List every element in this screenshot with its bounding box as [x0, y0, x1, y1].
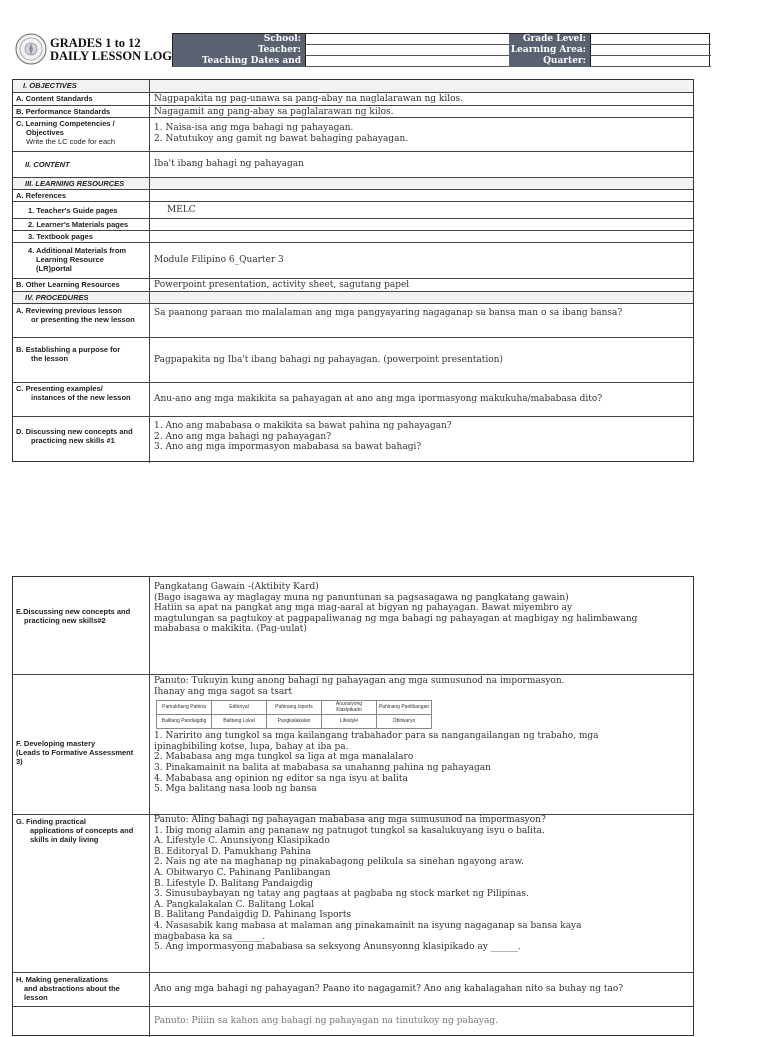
procedure-f-item: 2. Mababasa ang mga tungkol sa liga at mga manalalaro [154, 752, 414, 763]
procedure-g-item: 5. Ang impormasyong mababasa sa seksyong Anunsyonng klasipikado ay ______. [154, 942, 521, 953]
procedure-f-item: 1. Naririto ang tungkol sa mga kailangang trabahador para sa nangangailangan ng trabaho, mga [154, 731, 599, 742]
procedure-h-label-line3: lesson [24, 993, 48, 1002]
lesson-table-page1 [12, 79, 694, 462]
area-label: Learning Area: [509, 45, 590, 56]
procedure-d-label-line2: practicing new skills #1 [31, 436, 115, 445]
chart-cell: Pamukhang Pahina [157, 701, 212, 715]
chart-cell: Pahinang Panlibangan [377, 701, 432, 715]
objectives-row [13, 80, 693, 92]
competency-2: 2. Natutukoy ang gamit ng bawat bahaging pahayagan. [154, 133, 409, 144]
procedure-b-label [13, 338, 150, 382]
grade-label: Grade Level: [509, 34, 590, 45]
competencies-row [13, 117, 693, 151]
procedure-a-label-line2: or presenting the new lesson [31, 315, 135, 324]
procedure-f-item: 5. Mga balitang nasa loob ng bansa [154, 784, 317, 795]
teacher-label: Teacher: [173, 45, 305, 56]
procedure-g-item: A. Pangkalakalan C. Balitang Lokal [154, 899, 315, 910]
procedure-e-row [13, 577, 693, 674]
procedure-f-label-line2: (Leads to Formative Assessment [16, 748, 134, 757]
procedure-g-item: A. Obitwaryo C. Pahinang Panlibangan [154, 867, 331, 878]
deped-seal-icon [15, 33, 47, 65]
quarter-field[interactable] [590, 56, 711, 67]
lm-row [13, 218, 693, 230]
additional-materials-row [13, 242, 693, 278]
procedure-f-item: 4. Mababasa ang opinion ng editor sa nga isyu at balita [154, 773, 408, 784]
procedure-f-item: ipinagbibiling kotse, lupa, bahay at iba pa. [154, 741, 349, 752]
procedure-f-value [151, 675, 693, 814]
textbook-label: 3. Textbook pages [13, 231, 150, 242]
procedure-h-label-line2: and abstractions about the [24, 984, 120, 993]
procedures-row [13, 291, 693, 303]
header-info-grid [172, 33, 710, 77]
procedures-heading: IV. PROCEDURES [13, 292, 150, 303]
title-line1: GRADES 1 to 12 [50, 36, 141, 50]
additional-materials-label [13, 243, 150, 278]
lm-label: 2. Learner's Materials pages [13, 219, 150, 230]
procedure-h-label-line1: H. Making generalizations [16, 975, 109, 984]
textbook-row [13, 230, 693, 242]
procedure-e-line: Hatiin sa apat na pangkat ang mga mag-aaral at bigyan ng pahayagan. Bawat miyembro ay [154, 603, 573, 614]
content-row [13, 151, 693, 177]
procedure-g-item: B. Lifestyle D. Balitang Pandaigdig [154, 878, 313, 889]
tg-label: 1. Teacher's Guide pages [13, 202, 150, 218]
dll-title [50, 37, 172, 63]
content-value: Iba't ibang bahagi ng pahayagan [154, 159, 304, 170]
procedure-c-label-line1: C. Presenting examples/ [16, 384, 103, 393]
procedure-g-label-line3: skills in daily living [30, 835, 99, 844]
school-label: School: [173, 34, 305, 45]
procedure-f-instruction-2: Ihanay ang mga sagot sa tsart [154, 686, 293, 697]
performance-standards-value: Nagagamit ang pang-abay sa paglalarawan ng kilos. [154, 107, 394, 117]
procedure-g-label [13, 815, 150, 972]
procedure-f-label-line3: 3) [16, 757, 23, 766]
procedure-g-value [151, 815, 693, 972]
procedure-g-item: A. Lifestyle C. Anunsiyong Klasipikado [154, 836, 330, 847]
procedure-g-row [13, 814, 693, 972]
dates-label: Teaching Dates and Time: [173, 56, 305, 67]
procedure-f-label [13, 675, 150, 814]
chart-cell: Obitwaryo [377, 715, 432, 729]
procedure-g-item: 1. Ibig mong alamin ang pananaw ng patnugot tungkol sa kasalukuyang isyu o balita. [154, 825, 545, 836]
procedure-i-value: Panuto: Piliin sa kahon ang bahagi ng pahayagan na tinutukoy ng pahayag. [154, 1016, 498, 1026]
teacher-field[interactable] [305, 45, 509, 56]
resources-heading: III. LEARNING RESOURCES [13, 178, 150, 189]
chart-cell: Pahinang Isports [267, 701, 322, 715]
procedure-a-label [13, 304, 150, 337]
performance-standards-row [13, 105, 693, 117]
procedure-e-label-line1: E.Discussing new concepts and [16, 607, 131, 616]
procedure-a-value: Sa paanong paraan mo malalaman ang mga pangyayaring nagaganap sa bansa man o sa ibang bansa? [154, 308, 623, 318]
procedure-f-item: 3. Pinakamainit na balita at mababasa sa unahanng pahina ng pahayagan [154, 762, 491, 773]
other-resources-row [13, 278, 693, 291]
procedure-e-line: (Bago isagawa ay maglagay muna ng panuntunan sa pagsasagawa ng pangkatang gawain) [154, 592, 569, 603]
other-resources-label: B. Other Learning Resources [13, 279, 150, 291]
procedure-f-instruction: Panuto: Tukuyin kung anong bahagi ng pahayagan ang mga sumusunod na impormasyon. [154, 676, 565, 686]
procedure-e-line: mababasa o makikita. (Pag-uulat) [154, 624, 307, 635]
procedure-g-item: B. Balitang Pandaigdig D. Pahinang Isports [154, 910, 352, 921]
additional-label-line2: Learning Resource [36, 255, 104, 264]
chart-cell: Balitang Pandaigdig [157, 715, 212, 729]
references-row [13, 189, 693, 201]
title-line2: DAILY LESSON LOG [50, 49, 173, 63]
performance-standards-label: B. Performance Standards [13, 106, 150, 117]
procedure-h-row [13, 972, 693, 1006]
content-standards-label: A. Content Standards [13, 93, 150, 105]
references-label: A. References [13, 190, 150, 201]
procedure-g-item: magbabasa ka sa ______. [154, 931, 266, 942]
chart-cell: Anunsiyong Klasipikado [322, 701, 377, 715]
procedure-d-item-3: 3. Ano ang mga impormasyon mababasa sa bawat bahagi? [154, 442, 422, 453]
tg-value: MELC [167, 204, 196, 215]
competency-1: 1. Naisa-isa ang mga bahagi ng pahayagan. [154, 123, 354, 133]
procedure-c-label-line2: instances of the new lesson [31, 393, 131, 402]
quarter-label: Quarter: [509, 56, 590, 67]
additional-label-line3: (LR)portal [36, 264, 72, 273]
procedure-g-item: 4. Nasasabik kang mabasa at malaman ang pinakamainit na isyung nagaganap sa bansa kaya [154, 920, 582, 931]
other-resources-value: Powerpoint presentation, activity sheet, sagutang papel [154, 280, 410, 290]
content-standards-value: Nagpapakita ng pag-unawa sa pang-abay na naglalarawan ng kilos. [154, 94, 464, 104]
procedure-b-value: Pagpapakita ng Iba't ibang bahagi ng pahayagan. (powerpoint presentation) [154, 354, 503, 365]
content-label: II. CONTENT [13, 152, 150, 177]
procedure-f-label-line1: F. Developing mastery [16, 739, 96, 748]
procedure-e-value [151, 577, 693, 674]
competencies-label-line3: Write the LC code for each [26, 137, 116, 146]
procedure-d-item-1: 1. Ano ang mababasa o makikita sa bawat pahina ng pahayagan? [154, 421, 452, 431]
objectives-heading: I. OBJECTIVES [13, 80, 150, 92]
competencies-label [13, 118, 150, 151]
procedure-b-label-line2: the lesson [31, 354, 69, 363]
procedure-c-value: Anu-ano ang mga makikita sa pahayagan at ano ang mga ipormasyong makukuha/mababasa dito? [154, 394, 603, 405]
procedure-e-line: magtulungan sa pagtukoy at pagpapaliwanag ng mga bahagi ng pahayagan at magbigay ng halimbawang [154, 613, 638, 624]
procedure-g-label-line2: applications of concepts and [30, 826, 134, 835]
grade-field[interactable] [590, 34, 711, 45]
procedure-h-value: Ano ang mga bahagi ng pahayagan? Paano ito nagagamit? Ano ang kahalagahan nito sa buhay ng tao? [154, 984, 624, 995]
procedure-e-label [13, 577, 150, 674]
tg-row [13, 201, 693, 218]
procedure-c-row [13, 382, 693, 416]
procedure-a-label-line1: A. Reviewing previous lesson [16, 306, 122, 315]
procedure-e-line: Pangkatang Gawain -(Aktibity Kard) [154, 582, 319, 592]
dates-field[interactable] [305, 56, 509, 67]
procedure-a-row [13, 303, 693, 337]
dll-header [12, 33, 710, 77]
lesson-table-page2 [12, 576, 694, 1036]
answer-chart [156, 700, 432, 729]
competencies-label-line2: Objectives [26, 128, 64, 137]
content-standards-row [13, 92, 693, 105]
procedure-g-item: Panuto: Aling bahagi ng pahayagan mababasa ang mga sumusunod na impormasyon? [154, 815, 546, 825]
additional-label-line1: 4. Additional Materials from [28, 246, 127, 255]
procedure-g-item: 3. Sinusubaybayan ng tatay ang pagtaas at pagbaba ng stock market ng Pilipinas. [154, 889, 529, 900]
procedure-h-label [13, 973, 150, 1006]
procedure-c-label [13, 383, 150, 416]
procedure-f-row [13, 674, 693, 814]
procedure-e-label-line2: practicing new skills#2 [24, 616, 106, 625]
procedure-d-label [13, 417, 150, 463]
procedure-d-value [151, 417, 693, 463]
procedure-d-label-line1: D. Discussing new concepts and [16, 427, 133, 436]
area-field[interactable] [590, 45, 711, 56]
procedure-g-label-line1: G. Finding practical [16, 817, 87, 826]
competencies-label-line1: C. Learning Competencies / [16, 119, 115, 128]
chart-cell: Lifestyle [322, 715, 377, 729]
procedure-g-item: 2. Nais ng ate na maghanap ng pinakabagong pelikula sa sinehan ngayong araw. [154, 857, 524, 868]
procedure-d-item-2: 2. Ano ang mga bahagi ng pahayagan? [154, 431, 332, 442]
chart-cell: Pangkalakalan [267, 715, 322, 729]
procedure-b-label-line1: B. Establishing a purpose for [16, 345, 121, 354]
procedure-d-row [13, 416, 693, 463]
resources-row [13, 177, 693, 189]
procedure-i-row [13, 1006, 693, 1037]
school-field[interactable] [305, 34, 509, 45]
procedure-g-item: B. Editoryal D. Pamukhang Pahina [154, 846, 311, 857]
chart-cell: Balitang Lokal [212, 715, 267, 729]
competencies-value [151, 118, 693, 151]
additional-materials-value: Module Filipino 6_Quarter 3 [154, 255, 284, 266]
chart-cell: Editoryal [212, 701, 267, 715]
procedure-b-row [13, 337, 693, 382]
